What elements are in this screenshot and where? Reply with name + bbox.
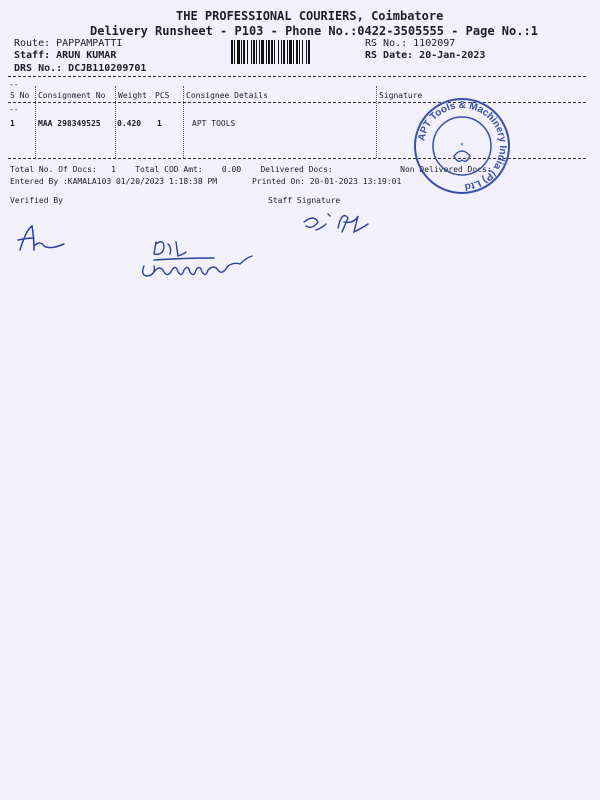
barcode-bar: [234, 40, 235, 64]
barcode-bar: [289, 40, 292, 64]
barcode-bar: [256, 40, 257, 64]
verified-signature-scribble: [14, 222, 74, 256]
barcode-bar: [251, 40, 252, 64]
row-sno: 1: [10, 119, 15, 128]
barcode: [231, 40, 359, 64]
column-separator: [183, 86, 184, 158]
header-signature: Signature: [379, 91, 423, 100]
dash-marker: --: [9, 105, 19, 114]
stamp-emblem: [454, 151, 470, 161]
table-top-rule: [8, 76, 586, 77]
company-title: THE PROFESSIONAL COURIERS, Coimbatore: [176, 9, 444, 23]
column-separator: [376, 86, 377, 158]
barcode-bar: [237, 40, 240, 64]
dash-marker: --: [9, 80, 19, 89]
verified-by-label: Verified By: [10, 196, 63, 205]
barcode-bar: [261, 40, 264, 64]
entered-by: Entered By :KAMALA103 01/20/2023 1:18:38 PM: [10, 177, 218, 186]
barcode-bar: [268, 40, 270, 64]
barcode-bar: [243, 40, 245, 64]
staff-signature-scribble: [298, 208, 388, 242]
barcode-bar: [259, 40, 260, 64]
header-pcs: PCS: [155, 91, 170, 100]
staff-signature-label: Staff Signature: [268, 196, 341, 205]
barcode-bar: [274, 40, 275, 64]
column-separator: [35, 86, 36, 158]
barcode-bar: [283, 40, 285, 64]
barcode-bar: [287, 40, 288, 64]
runsheet-subtitle: Delivery Runsheet - P103 - Phone No.:0422-3505555 - Page No.:1: [90, 24, 538, 38]
drs-number: DRS No.: DCJB110209701: [14, 63, 147, 74]
stamp-star: *: [460, 141, 464, 151]
row-pcs: 1: [157, 119, 162, 128]
row-weight: 0.420: [117, 119, 142, 128]
header-weight: Weight: [118, 91, 147, 100]
barcode-bar: [266, 40, 267, 64]
barcode-bar: [293, 40, 294, 64]
row-consignee: APT TOOLS: [192, 119, 236, 128]
route-label: Route: PAPPAMPATTI: [14, 38, 123, 49]
rs-date: RS Date: 20-Jan-2023: [365, 50, 486, 61]
staff-label: Staff: ARUN KUMAR: [14, 50, 117, 61]
barcode-bar: [281, 40, 282, 64]
barcode-bar: [241, 40, 242, 64]
header-sno: S No: [10, 91, 30, 100]
row-consignment: MAA 298349525: [38, 119, 101, 128]
barcode-bar: [247, 40, 248, 64]
column-separator: [115, 86, 116, 158]
barcode-bar: [253, 40, 255, 64]
barcode-bar: [296, 40, 298, 64]
header-consignment: Consignment No: [38, 91, 106, 100]
handwritten-name: [136, 236, 286, 282]
barcode-bar: [306, 40, 307, 64]
barcode-bar: [271, 40, 273, 64]
printed-on: Printed On: 20-01-2023 13:19:01: [252, 177, 402, 186]
totals-line: Total No. Of Docs: 1 Total COD Amt: 0.00 Delivered Docs: Non Delivered Docs:: [10, 165, 492, 174]
header-consignee: Consignee Details: [186, 91, 268, 100]
barcode-bar: [302, 40, 303, 64]
barcode-bar: [308, 40, 310, 64]
barcode-bar: [278, 40, 279, 64]
stamp-text: APT Tools & Machinery India (P) Ltd: [416, 99, 509, 192]
barcode-bar: [299, 40, 300, 64]
company-stamp: [412, 96, 512, 196]
rs-number: RS No.: 1102097: [365, 38, 456, 49]
barcode-bar: [231, 40, 233, 64]
